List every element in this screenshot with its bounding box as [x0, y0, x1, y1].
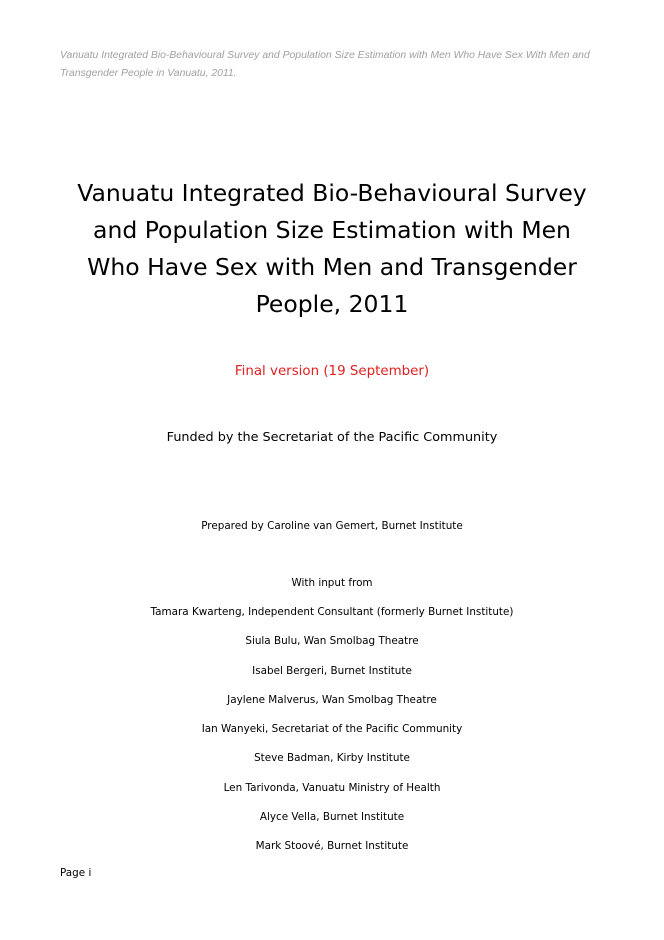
funding-statement: Funded by the Secretariat of the Pacific Community	[166, 430, 498, 445]
page-number: Page i	[60, 867, 92, 879]
contributor-item: Mark Stoové, Burnet Institute	[255, 840, 409, 853]
contributor-item: Steve Badman, Kirby Institute	[254, 752, 410, 765]
contributor-list	[0, 603, 664, 867]
contributor-item: Alyce Vella, Burnet Institute	[259, 811, 405, 824]
contributor-item: Jaylene Malverus, Wan Smolbag Theatre	[227, 693, 437, 706]
contributor-item: Ian Wanyeki, Secretariat of the Pacific Community	[201, 723, 463, 736]
contributor-item: Siula Bulu, Wan Smolbag Theatre	[245, 635, 419, 648]
title-line: People, 2011	[255, 290, 409, 318]
document-title	[40, 175, 624, 323]
running-header: Vanuatu Integrated Bio-Behavioural Survey and Population Size Estimation with Men Who Have Sex With Men and Transgender People in Vanuatu, 2011.	[60, 50, 590, 79]
title-line: Who Have Sex with Men and Transgender	[87, 253, 577, 281]
version-label: Final version (19 September)	[234, 364, 430, 379]
contributor-item: Len Tarivonda, Vanuatu Ministry of Health	[223, 781, 441, 794]
prepared-by: Prepared by Caroline van Gemert, Burnet Institute	[201, 520, 463, 532]
contributor-item: Tamara Kwarteng, Independent Consultant (formerly Burnet Institute)	[150, 606, 514, 618]
input-from-label: With input from	[291, 577, 373, 589]
contributor-item: Isabel Bergeri, Burnet Institute	[252, 664, 412, 677]
title-line: Vanuatu Integrated Bio-Behavioural Survey	[77, 179, 587, 207]
title-line: and Population Size Estimation with Men	[93, 216, 571, 244]
